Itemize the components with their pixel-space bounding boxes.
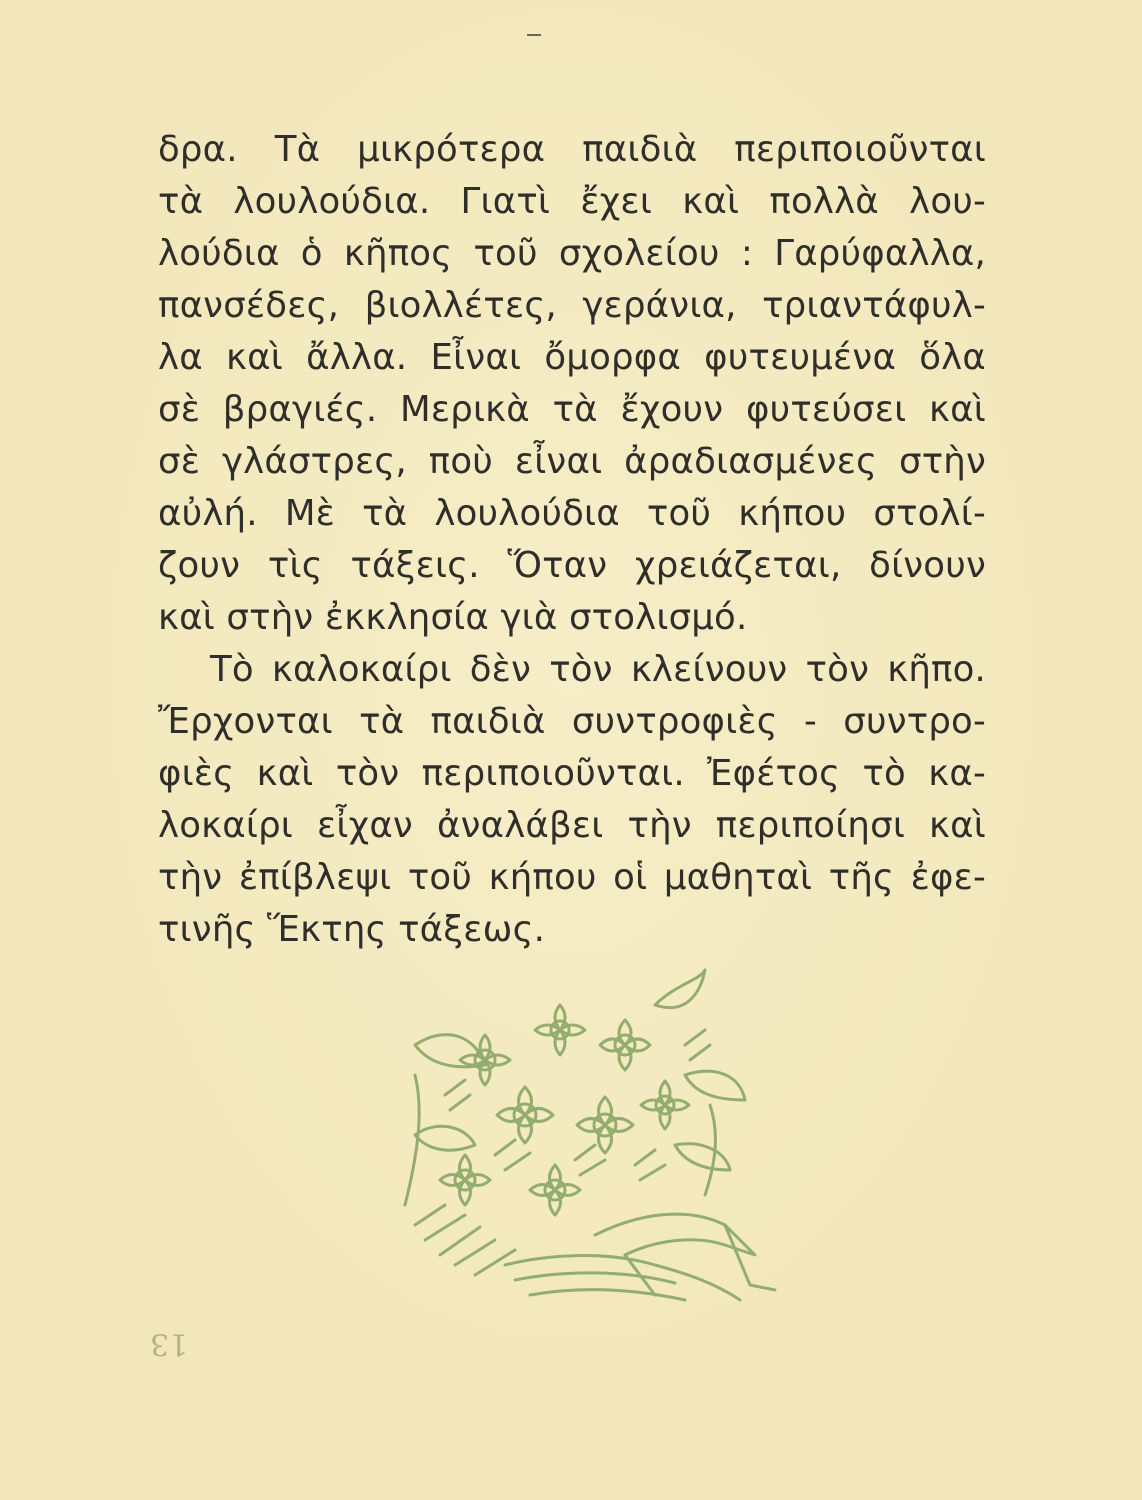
- body-text: [158, 124, 986, 956]
- text-line-2: τὰ λουλούδια. Γιατὶ ἔχει καὶ πολλὰ λου-: [158, 181, 986, 222]
- text-line-9: ζουν τὶς τάξεις. Ὅταν χρειάζεται, δίνουν: [158, 545, 986, 586]
- text-line-8: αὐλή. Μὲ τὰ λουλούδια τοῦ κήπου στολί-: [158, 493, 986, 534]
- text-line-5: λα καὶ ἄλλα. Εἶναι ὄμορφα φυτευμένα ὅλα: [158, 337, 986, 378]
- page-number: 13: [150, 1326, 189, 1361]
- text-line-4: πανσέδες, βιολλέτες, γεράνια, τριαντάφυλ-: [158, 285, 986, 326]
- text-line-13: φιὲς καὶ τὸν περιποιοῦνται. Ἐφέτος τὸ κα-: [158, 753, 986, 794]
- top-mark: [527, 34, 541, 36]
- text-line-12: Ἔρχονται τὰ παιδιὰ συντροφιὲς - συντρο-: [158, 701, 986, 742]
- text-line-6: σὲ βραγιές. Μερικὰ τὰ ἔχουν φυτεύσει καὶ: [158, 389, 986, 430]
- text-line-11: Τὸ καλοκαίρι δὲν τὸν κλείνουν τὸν κῆπο.: [210, 649, 986, 690]
- text-line-14: λοκαίρι εἶχαν ἀναλάβει τὴν περιποίησι καὶ: [158, 805, 986, 846]
- text-line-10: καὶ στὴν ἐκκλησία γιὰ στολισμό.: [158, 597, 748, 638]
- text-line-1: δρα. Τὰ μικρότερα παιδιὰ περιποιοῦνται: [158, 129, 986, 170]
- text-line-7: σὲ γλάστρες, ποὺ εἶναι ἀραδιασμένες στὴν: [158, 441, 986, 482]
- text-line-3: λούδια ὁ κῆπος τοῦ σχολείου : Γαρύφαλλα,: [158, 233, 986, 274]
- flower-bouquet-icon: [355, 965, 805, 1330]
- text-line-16: τινῆς Ἕκτης τάξεως.: [158, 909, 546, 950]
- text-line-15: τὴν ἐπίβλεψι τοῦ κήπου οἱ μαθηταὶ τῆς ἐφε-: [158, 857, 986, 898]
